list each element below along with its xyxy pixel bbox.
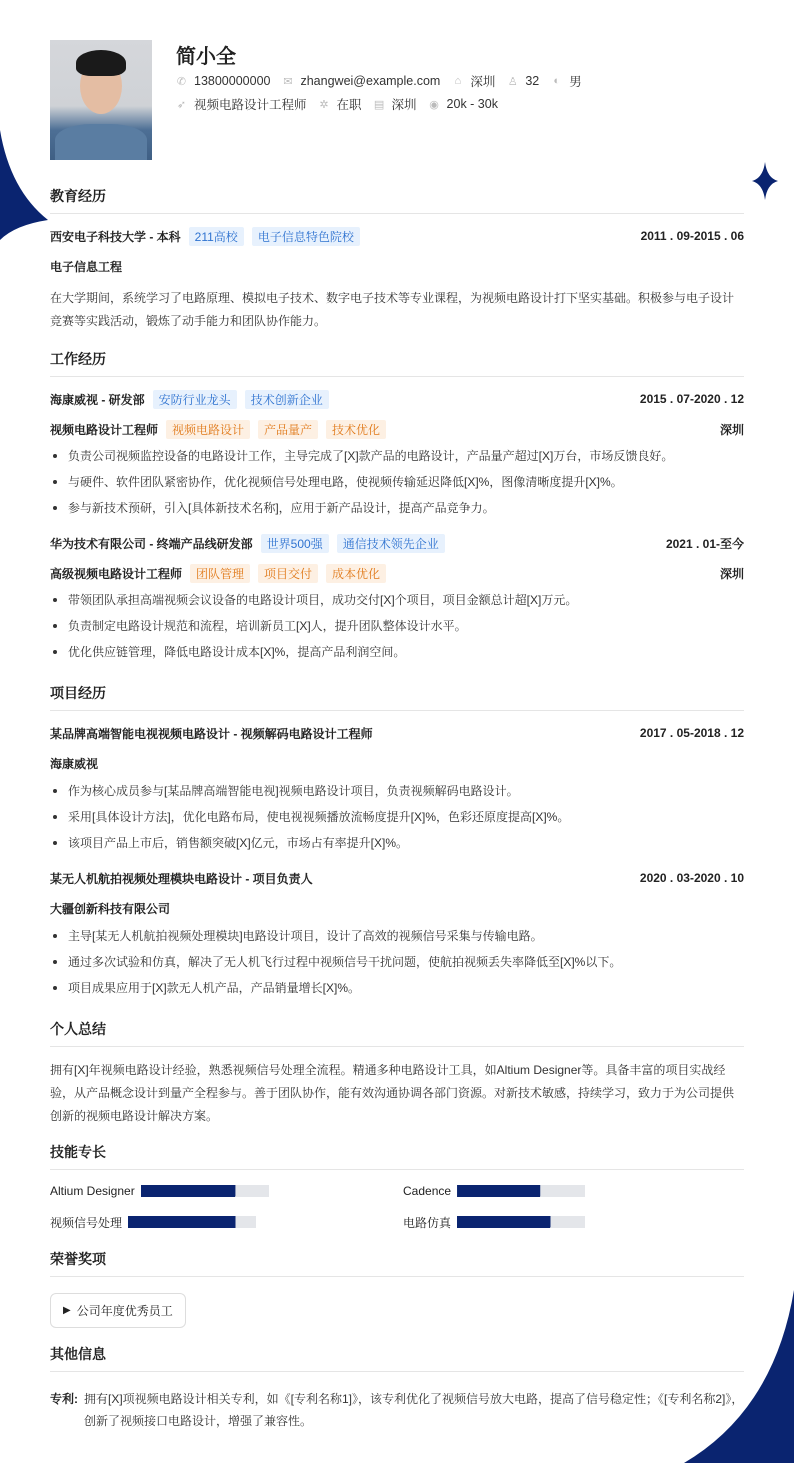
- position: 视频电路设计工程师: [194, 98, 307, 112]
- tag: 世界500强: [261, 534, 329, 553]
- bullet-item: 负责制定电路设计规范和流程，培训新员工[X]人，提升团队整体设计水平。: [50, 613, 744, 639]
- project-item: [50, 870, 744, 1001]
- bullet-item: 该项目产品上市后，销售额突破[X]亿元，市场占有率提升[X]%。: [50, 830, 744, 856]
- skill-bar: [457, 1216, 585, 1228]
- gender: 男: [569, 75, 582, 89]
- skill-bar-fill: [457, 1185, 540, 1197]
- bullet-item: 带领团队承担高端视频会议设备的电路设计项目，成功交付[X]个项目，项目金额总计超[X]万元。: [50, 587, 744, 613]
- company: 海康威视 - 研发部: [50, 392, 145, 407]
- award-item[interactable]: [50, 1293, 186, 1328]
- city: 深圳: [719, 566, 744, 581]
- education-desc: 在大学期间，系统学习了电路原理、模拟电子技术、数字电子技术等专业课程，为视频电路设计打下坚实基础。积极参与电子设计竞赛等实践活动，锻炼了动手能力和团队协作能力。: [50, 291, 735, 328]
- summary-text: 拥有[X]年视频电路设计经验，熟悉视频信号处理全流程。精通多种电路设计工具，如Altium Designer等。具备丰富的项目实战经验，从产品概念设计到量产全程参与。善于团队协作，能有效沟通协调各部门资源。对新技术敏感，持续学习，致力于为公司提供创新的视频电路设计解决方案。: [50, 1063, 735, 1123]
- bullet-item: 负责公司视频监控设备的电路设计工作，主导完成了[X]款产品的电路设计，产品量产超过[X]万台，市场反馈良好。: [50, 443, 744, 469]
- section-title: 荣誉奖项: [50, 1249, 744, 1277]
- school: 西安电子科技大学 - 本科: [50, 229, 181, 244]
- other-section: [50, 1344, 744, 1432]
- target-city: 深圳: [391, 98, 417, 112]
- section-title: 项目经历: [50, 683, 744, 711]
- age-icon: ♙: [507, 75, 518, 88]
- bullet-item: 与硬件、软件团队紧密协作，优化视频信号处理电路，使视频传输延迟降低[X]%，图像清晰度提升[X]%。: [50, 469, 744, 495]
- project-section: [50, 683, 744, 1001]
- tag: 视频电路设计: [166, 420, 250, 439]
- gender-icon: ◐: [553, 75, 561, 87]
- skills-section: [50, 1142, 744, 1229]
- salary: 20k - 30k: [446, 97, 498, 111]
- skill-name: 视频信号处理: [50, 1215, 123, 1230]
- skill-name: 电路仿真: [403, 1215, 452, 1230]
- project-name: 某无人机航拍视频处理模块电路设计 - 项目负责人: [50, 871, 313, 886]
- bullet-item: 项目成果应用于[X]款无人机产品，产品销量增长[X]%。: [50, 975, 744, 1001]
- tag: 技术优化: [326, 420, 386, 439]
- skill-bar: [457, 1185, 585, 1197]
- position-icon: ➶: [176, 98, 187, 111]
- phone-icon: ✆: [176, 75, 187, 88]
- section-title: 工作经历: [50, 349, 744, 377]
- skill-item: [50, 1215, 403, 1229]
- email: zhangwei@example.com: [300, 74, 441, 88]
- skill-bar: [141, 1185, 269, 1197]
- status: 在职: [336, 98, 362, 112]
- date: 2015 . 07-2020 . 12: [639, 392, 744, 406]
- section-title: 教育经历: [50, 186, 744, 214]
- tag: 211高校: [189, 227, 244, 246]
- email-icon: ✉: [283, 75, 293, 88]
- skill-name: Altium Designer: [50, 1184, 135, 1198]
- summary-section: [50, 1019, 744, 1128]
- skill-bar-fill: [141, 1185, 236, 1197]
- candidate-name: 简小全: [176, 46, 236, 68]
- skill-item: [403, 1215, 744, 1229]
- work-section: [50, 349, 744, 665]
- awards-section: [50, 1249, 744, 1328]
- bullet-item: 通过多次试验和仿真，解决了无人机飞行过程中视频信号干扰问题，使航拍视频丢失率降低至[X]%以下。: [50, 949, 744, 975]
- bullet-item: 优化供应链管理，降低电路设计成本[X]%，提高产品利润空间。: [50, 639, 744, 665]
- tag: 电子信息特色院校: [252, 227, 360, 246]
- project-name: 某品牌高端智能电视视频电路设计 - 视频解码电路设计工程师: [50, 726, 373, 741]
- city: 深圳: [719, 422, 744, 437]
- home-icon: ⌂: [454, 75, 462, 87]
- location: 深圳: [470, 75, 496, 89]
- decor-star-icon: [752, 162, 778, 200]
- decor-left-curve: [0, 130, 50, 240]
- tag: 通信技术领先企业: [337, 534, 445, 553]
- skill-bar: [128, 1216, 256, 1228]
- status-icon: ✲: [319, 98, 329, 111]
- salary-icon: ◉: [429, 98, 439, 111]
- project-org: 海康威视: [50, 757, 99, 771]
- skill-bar-fill: [457, 1216, 550, 1228]
- work-item: [50, 535, 744, 665]
- building-icon: ▤: [373, 98, 385, 111]
- work-item: [50, 391, 744, 521]
- company: 华为技术有限公司 - 终端产品线研发部: [50, 536, 253, 551]
- tag: 安防行业龙头: [153, 390, 237, 409]
- avatar: [50, 40, 152, 160]
- date: 2017 . 05-2018 . 12: [639, 726, 744, 740]
- project-org: 大疆创新科技有限公司: [50, 902, 171, 916]
- section-title: 其他信息: [50, 1344, 744, 1372]
- patent-text: 拥有[X]项视频电路设计相关专利，如《[专利名称1]》，该专利优化了视频信号放大电路，提高了信号稳定性；《[专利名称2]》，创新了视频接口电路设计，增强了兼容性。: [84, 1392, 744, 1428]
- date: 2021 . 01-至今: [665, 536, 744, 551]
- skill-item: [50, 1184, 403, 1198]
- award-label: 公司年度优秀员工: [76, 1304, 173, 1318]
- age: 32: [525, 74, 540, 88]
- skill-name: Cadence: [403, 1184, 452, 1198]
- education-section: [50, 186, 744, 333]
- tag: 成本优化: [326, 564, 386, 583]
- tag: 产品量产: [258, 420, 318, 439]
- section-title: 个人总结: [50, 1019, 744, 1047]
- section-title: 技能专长: [50, 1142, 744, 1170]
- date: 2020 . 03-2020 . 10: [639, 871, 744, 885]
- skill-bar-fill: [128, 1216, 236, 1228]
- bullet-item: 主导[某无人机航拍视频处理模块]电路设计项目，设计了高效的视频信号采集与传输电路。: [50, 923, 744, 949]
- role: 视频电路设计工程师: [50, 422, 159, 437]
- tag: 项目交付: [258, 564, 318, 583]
- skill-item: [403, 1184, 744, 1198]
- major: 电子信息工程: [50, 260, 123, 274]
- project-item: [50, 725, 744, 856]
- profile-header: [50, 40, 744, 160]
- role: 高级视频电路设计工程师: [50, 566, 183, 581]
- phone: 13800000000: [194, 74, 271, 88]
- bullet-item: 采用[具体设计方法]，优化电路布局，使电视视频播放流畅度提升[X]%，色彩还原度提高[X]%。: [50, 804, 744, 830]
- date: 2011 . 09-2015 . 06: [640, 229, 744, 243]
- triangle-icon: ▶: [63, 1305, 71, 1316]
- patent-label: 专利:: [50, 1392, 78, 1406]
- bullet-item: 作为核心成员参与[某品牌高端智能电视]视频电路设计项目，负责视频解码电路设计。: [50, 778, 744, 804]
- tag: 团队管理: [190, 564, 250, 583]
- bullet-item: 参与新技术预研，引入[具体新技术名称]，应用于新产品设计，提高产品竞争力。: [50, 495, 744, 521]
- tag: 技术创新企业: [245, 390, 329, 409]
